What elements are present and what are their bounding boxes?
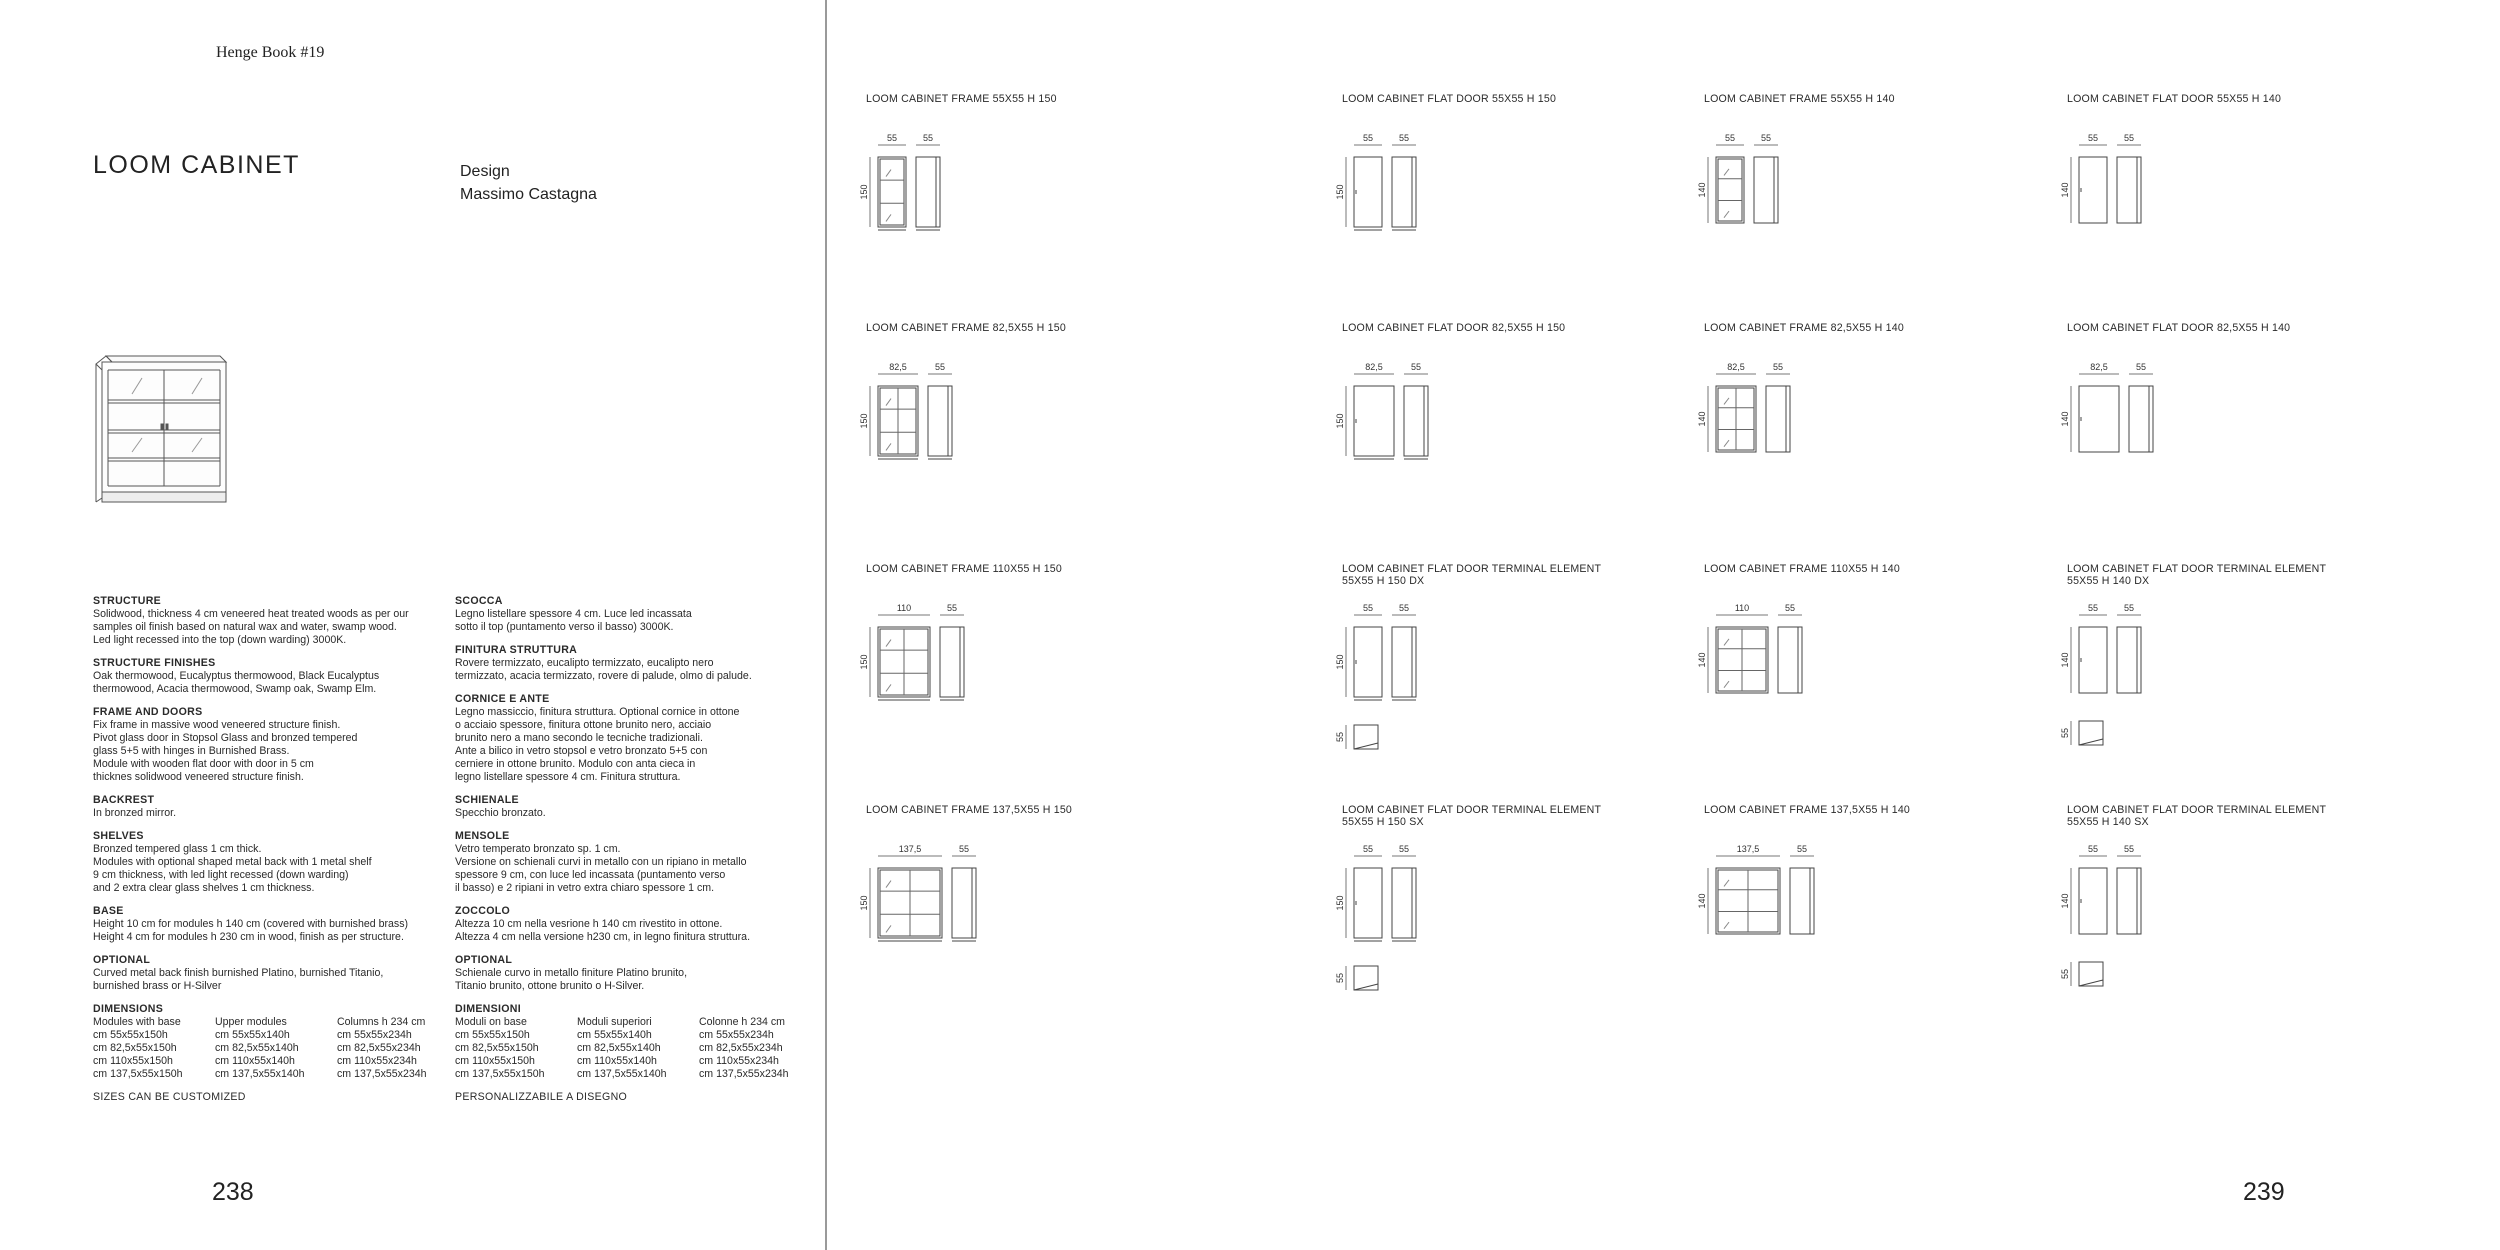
product-title: LOOM CABINET FRAME 137,5X55 H 150 (866, 804, 1072, 816)
width-dimension-label: 55 (886, 133, 898, 143)
product-drawing (1332, 836, 1592, 1046)
spec-section (455, 595, 835, 634)
spec-section (455, 954, 835, 993)
height-dimension-label: 150 (859, 895, 869, 911)
product-drawing (856, 836, 1116, 1046)
product-title: LOOM CABINET FRAME 55X55 H 150 (866, 93, 1057, 105)
dimensions-column: Columns h 234 cm cm 55x55x234h cm 82,5x55x234h cm 110x55x234h cm 137,5x55x234h (337, 1016, 427, 1080)
product-drawing (1332, 125, 1592, 335)
product-drawing (1694, 354, 1954, 564)
dimensions-column: Upper modules cm 55x55x140h cm 82,5x55x140h cm 110x55x140h cm 137,5x55x140h (215, 1016, 305, 1080)
spec-heading: STRUCTURE FINISHES (93, 657, 216, 669)
depth-dimension-label: 55 (1398, 844, 1410, 854)
cabinet-illustration (92, 352, 232, 508)
height-dimension-label: 150 (859, 184, 869, 200)
spec-section (93, 905, 473, 944)
product-title: LOOM CABINET (93, 151, 300, 179)
width-dimension-label: 55 (1362, 133, 1374, 143)
height-dimension-label: 150 (859, 654, 869, 670)
plan-view (2079, 721, 2103, 745)
spec-text: Legno listellare spessore 4 cm. Luce led incassata sotto il top (puntamento verso il basso) 3000K. (455, 608, 692, 633)
product-drawing (856, 595, 1116, 805)
width-dimension-label: 137,5 (1736, 844, 1760, 854)
spec-heading: ZOCCOLO (455, 905, 511, 917)
customization-note: SIZES CAN BE CUSTOMIZED (93, 1091, 246, 1103)
depth-dimension-label: 55 (1398, 133, 1410, 143)
spec-heading: STRUCTURE (93, 595, 162, 607)
height-dimension-label: 140 (2060, 411, 2070, 427)
spec-heading: OPTIONAL (93, 954, 151, 966)
height-dimension-label: 150 (1335, 654, 1345, 670)
spec-section (455, 794, 835, 820)
spec-heading: SCHIENALE (455, 794, 519, 806)
spec-text: Legno massiccio, finitura struttura. Optional cornice in ottone o acciaio spessore, finitura ottone brunito nero, acciaio brunito nero a mano secondo le tecniche tradizionali. Ante a bilico in vetro stopsol e vetro bronzato 5+5 con cerniere in ottone brunito. Modulo con anta cieca in legno listellare spessore 4 cm. Finitura struttura. (455, 706, 740, 783)
product-drawing (856, 125, 1116, 335)
spec-text: Schienale curvo in metallo finiture Platino brunito, Titanio brunito, ottone brunito o H-Silver. (455, 967, 688, 992)
spec-section (455, 644, 835, 683)
product-title: LOOM CABINET FLAT DOOR 82,5X55 H 150 (1342, 322, 1566, 334)
height-dimension-label: 140 (1697, 893, 1707, 909)
product-title: LOOM CABINET FRAME 82,5X55 H 140 (1704, 322, 1904, 334)
spec-text: Height 10 cm for modules h 140 cm (covered with burnished brass) Height 4 cm for modules h 230 cm in wood, finish as per structure. (93, 918, 409, 943)
product-drawing (2057, 595, 2317, 805)
plan-depth-label: 55 (1335, 972, 1345, 984)
front-view (2079, 386, 2119, 452)
plan-depth-label: 55 (2060, 968, 2070, 980)
spec-text: Curved metal back finish burnished Platino, burnished Titanio, burnished brass or H-Silver (93, 967, 384, 992)
spec-heading: BASE (93, 905, 124, 917)
spec-text: Bronzed tempered glass 1 cm thick. Modules with optional shaped metal back with 1 metal shelf 9 cm thickness, with led light recessed (down warding) and 2 extra clear glass shelves 1 cm thickness. (93, 843, 372, 894)
width-dimension-label: 82,5 (889, 362, 907, 372)
spec-text: Rovere termizzato, eucalipto termizzato, eucalipto nero termizzato, acacia termizzato, rovere di palude, olmo di palude. (455, 657, 752, 682)
designer-name: Massimo Castagna (460, 186, 597, 203)
depth-dimension-label: 55 (934, 362, 946, 372)
height-dimension-label: 150 (1335, 895, 1345, 911)
width-dimension-label: 82,5 (2090, 362, 2108, 372)
spec-section (93, 830, 473, 895)
depth-dimension-label: 55 (2123, 603, 2135, 613)
depth-dimension-label: 55 (2135, 362, 2147, 372)
front-view (2079, 157, 2107, 223)
spec-text: Altezza 10 cm nella vesrione h 140 cm rivestito in ottone. Altezza 4 cm nella versione h230 cm, in legno finitura struttura. (455, 918, 751, 943)
plan-view (1354, 725, 1378, 749)
dimensions-column: Colonne h 234 cm cm 55x55x234h cm 82,5x55x234h cm 110x55x234h cm 137,5x55x234h (699, 1016, 789, 1080)
product-title: LOOM CABINET FLAT DOOR 55X55 H 150 (1342, 93, 1557, 105)
product-drawing (1694, 125, 1954, 335)
product-drawing (1694, 836, 1954, 1046)
product-title: LOOM CABINET FLAT DOOR TERMINAL ELEMENT 55X55 H 150 DX (1342, 563, 1602, 587)
spec-section (93, 794, 473, 820)
page-number-left: 238 (212, 1178, 254, 1206)
spec-section (93, 954, 473, 993)
spec-section (93, 706, 473, 784)
dimensions-column: Moduli on base cm 55x55x150h cm 82,5x55x150h cm 110x55x150h cm 137,5x55x150h (455, 1016, 545, 1080)
product-drawing (2057, 354, 2317, 564)
plan-view (1354, 966, 1378, 990)
front-view (1354, 386, 1394, 456)
front-view (2079, 627, 2107, 693)
product-title: LOOM CABINET FLAT DOOR TERMINAL ELEMENT 55X55 H 140 SX (2067, 804, 2327, 828)
height-dimension-label: 140 (1697, 182, 1707, 198)
dimensions-heading: DIMENSIONI (455, 1003, 521, 1015)
product-title: LOOM CABINET FLAT DOOR 82,5X55 H 140 (2067, 322, 2291, 334)
front-view (1354, 157, 1382, 227)
product-drawing (2057, 125, 2317, 335)
spec-heading: MENSOLE (455, 830, 510, 842)
product-title: LOOM CABINET FLAT DOOR 55X55 H 140 (2067, 93, 2282, 105)
book-header: Henge Book #19 (216, 44, 325, 61)
front-view (1716, 157, 1744, 223)
width-dimension-label: 55 (1724, 133, 1736, 143)
depth-dimension-label: 55 (2123, 133, 2135, 143)
spec-section (93, 657, 473, 696)
width-dimension-label: 82,5 (1365, 362, 1383, 372)
spec-section (93, 595, 473, 647)
spec-text: Fix frame in massive wood veneered structure finish. Pivot glass door in Stopsol Glass and bronzed tempered glass 5+5 with hinges in Burnished Brass. Module with wooden flat door with door in 5 cm thicknes solidwood veneered structure finish. (93, 719, 358, 783)
spec-heading: BACKREST (93, 794, 155, 806)
product-title: LOOM CABINET FRAME 55X55 H 140 (1704, 93, 1895, 105)
spec-text: Solidwood, thickness 4 cm veneered heat treated woods as per our samples oil finish based on natural wax and water, swamp wood. Led light recessed into the top (down warding) 3000K. (93, 608, 409, 646)
product-title: LOOM CABINET FRAME 110X55 H 150 (866, 563, 1062, 575)
depth-dimension-label: 55 (1410, 362, 1422, 372)
spec-section (455, 693, 835, 784)
height-dimension-label: 140 (1697, 652, 1707, 668)
height-dimension-label: 140 (2060, 182, 2070, 198)
spec-section (455, 830, 835, 895)
spec-text: Specchio bronzato. (455, 807, 546, 819)
depth-dimension-label: 55 (958, 844, 970, 854)
product-title: LOOM CABINET FRAME 110X55 H 140 (1704, 563, 1900, 575)
width-dimension-label: 137,5 (898, 844, 922, 854)
width-dimension-label: 55 (2087, 844, 2099, 854)
width-dimension-label: 82,5 (1727, 362, 1745, 372)
front-view (1354, 627, 1382, 697)
width-dimension-label: 55 (1362, 603, 1374, 613)
spec-text: In bronzed mirror. (93, 807, 177, 819)
depth-dimension-label: 55 (1784, 603, 1796, 613)
customization-note: PERSONALIZZABILE A DISEGNO (455, 1091, 628, 1103)
plan-view (2079, 962, 2103, 986)
product-title: LOOM CABINET FLAT DOOR TERMINAL ELEMENT 55X55 H 140 DX (2067, 563, 2327, 587)
product-drawing (1332, 354, 1592, 564)
spec-heading: SHELVES (93, 830, 144, 842)
spec-heading: CORNICE E ANTE (455, 693, 550, 705)
spec-heading: FINITURA STRUTTURA (455, 644, 578, 656)
height-dimension-label: 150 (1335, 413, 1345, 429)
product-drawing (856, 354, 1116, 564)
product-title: LOOM CABINET FLAT DOOR TERMINAL ELEMENT 55X55 H 150 SX (1342, 804, 1602, 828)
design-label: Design (460, 163, 510, 180)
design-credit (460, 160, 597, 206)
product-drawing (2057, 836, 2317, 1046)
product-title: LOOM CABINET FRAME 82,5X55 H 150 (866, 322, 1066, 334)
width-dimension-label: 55 (2087, 603, 2099, 613)
page-number-right: 239 (2243, 1178, 2285, 1206)
dimensions-column: Modules with base cm 55x55x150h cm 82,5x55x150h cm 110x55x150h cm 137,5x55x150h (93, 1016, 183, 1080)
depth-dimension-label: 55 (2123, 844, 2135, 854)
english-specs (93, 595, 473, 1104)
height-dimension-label: 140 (2060, 652, 2070, 668)
height-dimension-label: 150 (1335, 184, 1345, 200)
width-dimension-label: 55 (2087, 133, 2099, 143)
product-drawing (1694, 595, 1954, 805)
spec-heading: SCOCCA (455, 595, 503, 607)
plan-depth-label: 55 (1335, 731, 1345, 743)
product-drawing (1332, 595, 1592, 805)
width-dimension-label: 55 (1362, 844, 1374, 854)
dimensions-heading: DIMENSIONS (93, 1003, 164, 1015)
depth-dimension-label: 55 (922, 133, 934, 143)
spec-heading: OPTIONAL (455, 954, 513, 966)
depth-dimension-label: 55 (1796, 844, 1808, 854)
depth-dimension-label: 55 (1772, 362, 1784, 372)
plan-depth-label: 55 (2060, 727, 2070, 739)
height-dimension-label: 140 (2060, 893, 2070, 909)
width-dimension-label: 110 (1734, 603, 1750, 613)
width-dimension-label: 110 (896, 603, 912, 613)
front-view (1354, 868, 1382, 938)
spec-text: Vetro temperato bronzato sp. 1 cm. Versione on schienali curvi in metallo con un ripiano in metallo spessore 9 cm, con luce led incassata (puntamento verso il basso) e 2 ripiani in vetro extra chiaro spessore 1 cm. (455, 843, 747, 894)
spec-heading: FRAME AND DOORS (93, 706, 203, 718)
product-title: LOOM CABINET FRAME 137,5X55 H 140 (1704, 804, 1910, 816)
height-dimension-label: 150 (859, 413, 869, 429)
dimensions-section (93, 1003, 473, 1081)
italian-specs (455, 595, 835, 1104)
height-dimension-label: 140 (1697, 411, 1707, 427)
depth-dimension-label: 55 (1398, 603, 1410, 613)
dimensions-column: Moduli superiori cm 55x55x140h cm 82,5x55x140h cm 110x55x140h cm 137,5x55x140h (577, 1016, 667, 1080)
dimensions-section (455, 1003, 835, 1081)
spec-section (455, 905, 835, 944)
depth-dimension-label: 55 (1760, 133, 1772, 143)
front-view (878, 157, 906, 227)
spec-text: Oak thermowood, Eucalyptus thermowood, Black Eucalyptus thermowood, Acacia thermowood, Swamp oak, Swamp Elm. (93, 670, 380, 695)
front-view (2079, 868, 2107, 934)
depth-dimension-label: 55 (946, 603, 958, 613)
